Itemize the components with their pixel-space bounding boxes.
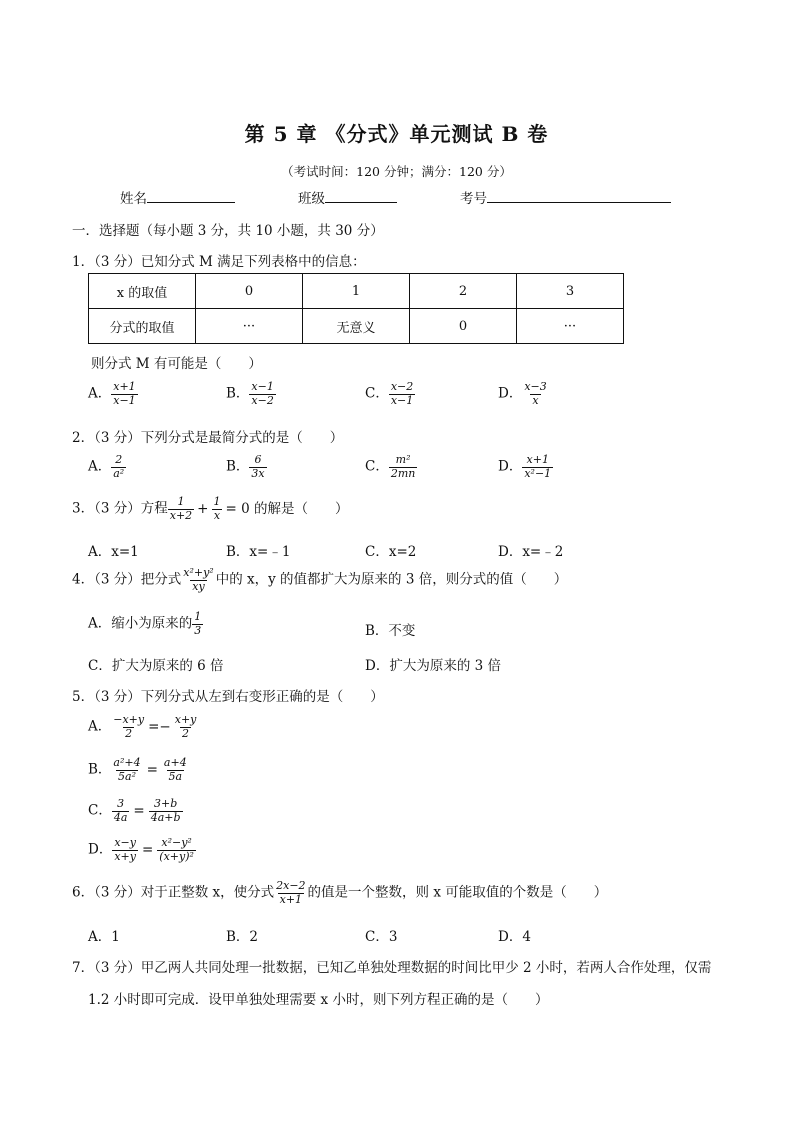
q4-stem [72, 567, 567, 593]
numerator: m² [395, 453, 411, 466]
option-label: B． [88, 761, 112, 778]
numerator: x+y [174, 713, 197, 726]
denominator: x+1 [279, 892, 303, 906]
fraction [162, 757, 189, 783]
q4-option-c[interactable]: C．扩大为原来的 6 倍 [88, 658, 224, 674]
denominator: x [532, 393, 539, 407]
numerator: 3+b [154, 797, 178, 810]
equals-sign: = [146, 761, 158, 778]
q6-stem [72, 880, 607, 906]
option-label: A． [88, 385, 112, 402]
q5-option-a[interactable] [88, 714, 198, 740]
numerator: x²+y² [183, 566, 214, 579]
numerator: x−2 [390, 380, 414, 393]
q4-suffix: 中的 x，y 的值都扩大为原来的 3 倍，则分式的值（ ） [215, 571, 568, 588]
table-cell: 0 [196, 274, 303, 309]
fraction [149, 798, 183, 824]
q4-option-a[interactable] [88, 611, 203, 637]
numerator: x+1 [113, 380, 136, 393]
q1-option-c[interactable] [365, 381, 415, 407]
id-label: 考号 [460, 191, 487, 207]
fraction [274, 880, 307, 906]
q3-stem [72, 496, 348, 522]
numerator: 3 [117, 797, 125, 810]
name-blank[interactable] [147, 188, 235, 203]
q1-ask: 则分式 M 有可能是（ ） [91, 356, 262, 372]
numerator: 1 [194, 610, 202, 623]
class-field[interactable] [298, 187, 397, 207]
denominator: x+2 [169, 508, 193, 522]
fraction [111, 454, 126, 480]
q1-option-d[interactable] [498, 381, 549, 407]
page-title: 第 5 章 《分式》单元测试 B 卷 [244, 122, 549, 146]
q6-option-c[interactable]: C．3 [365, 929, 398, 945]
q5-option-d[interactable] [88, 837, 196, 863]
fraction [157, 837, 196, 863]
denominator: 2 [182, 726, 190, 740]
q1-option-b[interactable] [226, 381, 276, 407]
numerator: 6 [254, 453, 262, 466]
denominator: 3x [251, 466, 265, 480]
option-label: D． [88, 841, 113, 858]
equals-sign: =− [148, 718, 171, 735]
option-label: A． [88, 458, 112, 475]
numerator: a²+4 [113, 756, 141, 769]
q7-stem-line2: 1.2 小时即可完成．设甲单独处理需要 x 小时，则下列方程正确的是（ ） [88, 992, 549, 1008]
table-cell: 2 [410, 274, 517, 309]
q3-prefix: 3．（3 分）方程 [72, 500, 168, 517]
numerator: x+1 [526, 453, 549, 466]
table-cell: 分式的取值 [89, 309, 196, 344]
numerator: 2 [115, 453, 123, 466]
fraction [249, 454, 266, 480]
equals-sign: = [141, 841, 154, 858]
denominator: 3 [194, 623, 202, 637]
denominator: 5a [168, 769, 183, 783]
q6-suffix: 的值是一个整数，则 x 可能取值的个数是（ ） [307, 884, 608, 901]
option-label: C． [365, 385, 389, 402]
equals-sign: = [133, 802, 145, 819]
denominator: a² [113, 466, 125, 480]
fraction [168, 496, 194, 522]
q3-option-c[interactable]: C．x=2 [365, 544, 417, 560]
section-heading: 一．选择题（每小题 3 分，共 10 小题，共 30 分） [72, 223, 384, 239]
fraction [522, 454, 553, 480]
q2-option-b[interactable] [226, 454, 267, 480]
denominator: 4a+b [150, 810, 181, 824]
fraction [192, 611, 203, 637]
q3-option-b[interactable]: B．x=﹣1 [226, 544, 291, 560]
option-label: B． [226, 385, 250, 402]
fraction [522, 381, 548, 407]
q5-option-b[interactable] [88, 757, 189, 783]
name-field[interactable] [120, 187, 235, 207]
fraction [249, 381, 275, 407]
option-label: C． [365, 458, 389, 475]
fraction [389, 381, 415, 407]
plus-sign: + [197, 500, 209, 517]
q1-table [88, 273, 624, 344]
fraction [389, 454, 418, 480]
id-blank[interactable] [487, 188, 671, 203]
denominator: 2 [125, 726, 133, 740]
numerator: x−1 [251, 380, 274, 393]
q5-stem: 5．（3 分）下列分式从左到右变形正确的是（ ） [72, 689, 384, 705]
denominator: x−2 [251, 393, 274, 407]
option-label: D． [498, 458, 523, 475]
denominator: x [213, 508, 221, 522]
numerator: −x+y [113, 713, 145, 726]
table-cell: 3 [517, 274, 624, 309]
table-cell: 0 [410, 309, 517, 344]
table-cell: 1 [303, 274, 410, 309]
denominator: x−1 [390, 393, 414, 407]
denominator: x−1 [113, 393, 136, 407]
numerator: a+4 [163, 756, 187, 769]
q4-option-b[interactable]: B．不变 [365, 623, 416, 639]
fraction [112, 837, 138, 863]
q5-option-c[interactable] [88, 798, 183, 824]
q3-suffix: = 0 的解是（ ） [225, 500, 349, 517]
q2-option-a[interactable] [88, 454, 126, 480]
class-blank[interactable] [325, 188, 397, 203]
denominator: x+y [114, 849, 136, 863]
q1-stem: 1．（3 分）已知分式 M 满足下列表格中的信息： [72, 254, 366, 270]
id-field[interactable] [460, 187, 671, 207]
q6-option-b[interactable]: B．2 [226, 929, 259, 945]
option-label: A． [88, 718, 112, 735]
class-label: 班级 [298, 191, 325, 207]
denominator: x²−1 [524, 466, 552, 480]
denominator: 5a² [118, 769, 136, 783]
name-label: 姓名 [120, 191, 147, 207]
q6-prefix: 6．（3 分）对于正整数 x，使分式 [72, 884, 275, 901]
numerator: 1 [177, 495, 185, 508]
table-cell: 无意义 [303, 309, 410, 344]
q2-option-c[interactable] [365, 454, 417, 480]
fraction [112, 798, 130, 824]
q7-stem-line1: 7．（3 分）甲乙两人共同处理一批数据，已知乙单独处理数据的时间比甲少 2 小时，若两人合作处理，仅需 [72, 960, 712, 976]
fraction [173, 714, 199, 740]
q4-option-d[interactable]: D．扩大为原来的 3 倍 [365, 658, 501, 674]
fraction [181, 567, 215, 593]
denominator: 4a [113, 810, 128, 824]
q3-option-a[interactable]: A．x=1 [88, 544, 139, 560]
fraction [111, 381, 137, 407]
numerator: x−y [114, 836, 136, 849]
q2-option-d[interactable] [498, 454, 553, 480]
option-label: B． [226, 458, 250, 475]
q6-option-a[interactable]: A．1 [88, 929, 120, 945]
numerator: x²−y² [161, 836, 192, 849]
q2-stem: 2．（3 分）下列分式是最简分式的是（ ） [72, 430, 344, 446]
q3-option-d[interactable]: D．x=﹣2 [498, 544, 564, 560]
fraction [211, 496, 222, 522]
table-cell: x 的取值 [89, 274, 196, 309]
table-cell: ··· [517, 309, 624, 344]
q6-option-d[interactable]: D．4 [498, 929, 531, 945]
denominator: (x+y)² [159, 849, 194, 863]
option-label: C． [88, 802, 112, 819]
q1-option-a[interactable] [88, 381, 138, 407]
q4-prefix: 4．（3 分）把分式 [72, 571, 182, 588]
fraction [111, 714, 146, 740]
fraction [111, 757, 142, 783]
table-cell: ··· [196, 309, 303, 344]
denominator: 2mn [390, 466, 416, 480]
option-text: A．缩小为原来的 [88, 615, 193, 632]
exam-info: （考试时间：120 分钟；满分：120 分） [281, 164, 512, 179]
numerator: 2x−2 [276, 879, 306, 892]
numerator: x−3 [524, 380, 547, 393]
denominator: xy [192, 579, 205, 593]
numerator: 1 [213, 495, 221, 508]
option-label: D． [498, 385, 523, 402]
